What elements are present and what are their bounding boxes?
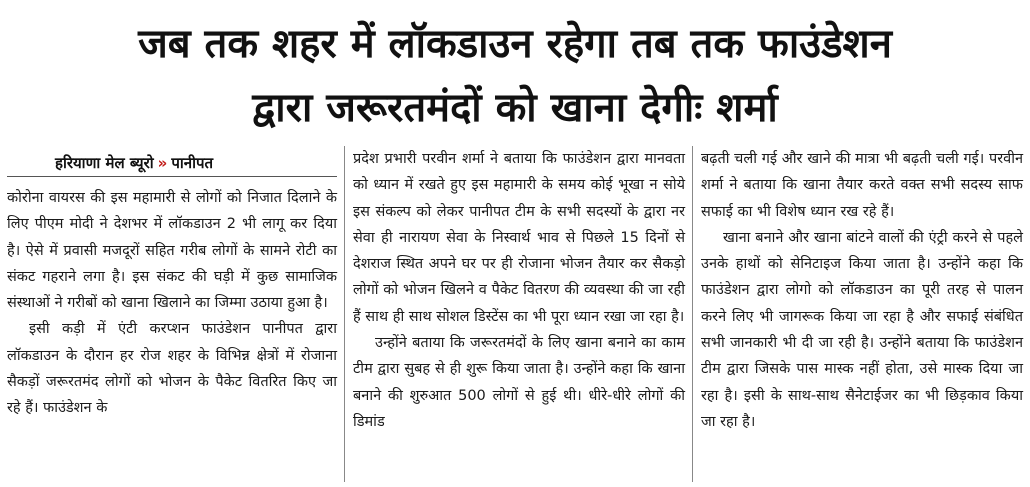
headline-line-2: द्वारा जरूरतमंदों को खाना देगीः शर्मा: [252, 85, 778, 131]
paragraph: कोरोना वायरस की इस महामारी से लोगों को निजात दिलाने के लिए पीएम मोदी ने देशभर में लॉकडाउन 2 भी लागू कर दिया है। ऐसे में प्रवासी मजदूरों सहित गरीब लोगों के सामने रोटी का संकट गहराने लगा है। इस संकट की घड़ी में कुछ सामाजिक संस्थाओं ने गरीबों को खाना खिलाने का जिम्मा उठाया हुआ है।: [7, 190, 337, 312]
column-divider-1: [344, 146, 345, 482]
byline-agency: हरियाणा मेल ब्यूरो: [55, 154, 154, 172]
byline-place: पानीपत: [171, 154, 214, 172]
article-column-1: [7, 150, 337, 422]
paragraph: इसी कड़ी में एंटी करप्शन फाउंडेशन पानीपत द्वारा लॉकडाउन के दौरान हर रोज शहर के विभिन्न क्षेत्रों में रोजाना सैकड़ों जरूरतमंद लोगों को भोजन के पैकेट वितरित किए जा रहे हैं। फाउंडेशन के: [7, 321, 337, 417]
paragraph: प्रदेश प्रभारी परवीन शर्मा ने बताया कि फाउंडेशन द्वारा मानवता को ध्यान में रखते हुए इस महामारी के समय कोई भूखा न सोये इस संकल्प को लेकर पानीपत टीम के सभी सदस्यों के द्वारा नर सेवा ही नारायण सेवा के निस्वार्थ भाव से पिछले 15 दिनों से देशराज स्थित अपने घर पर ही रोजाना भोजन तैयार कर सैकड़ो लोगों को भोजन खिलने व पैकेट वितरण की व्यवस्था की जा रही हैं साथ ही साथ सोशल डिस्टेंस का भी पूरा ध्यान रखा जा रहा है।: [353, 151, 685, 325]
byline-separator-icon: »: [157, 154, 168, 172]
byline: [7, 150, 337, 177]
paragraph: बढ़ती चली गई और खाने की मात्रा भी बढ़ती चली गई। परवीन शर्मा ने बताया कि खाना तैयार करते वक्त सभी सदस्य साफ सफाई का भी विशेष ध्यान रख रहे हैं।: [701, 151, 1023, 220]
column-divider-2: [692, 146, 693, 482]
paragraph: उन्होंने बताया कि जरूरतमंदों के लिए खाना बनाने का काम टीम द्वारा सुबह से ही शुरू किया जाता है। उन्होंने कहा कि खाना बनाने की शुरुआत 500 लोगों से हुई थी। धीरे-धीरे लोगों की डिमांड: [353, 335, 685, 430]
article-column-2: [353, 146, 685, 435]
headline-line-1: जब तक शहर में लॉकडाउन रहेगा तब तक फाउंडेशन: [138, 21, 892, 67]
paragraph: खाना बनाने और खाना बांटने वालों की एंट्री करने से पहले उनके हाथों को सेनिटाइज किया जाता है। उन्होंने कहा कि फाउंडेशन द्वारा लोगो को लॉकडाउन का पूरी तरह से पालन करने लिए भी जागरूक किया जा रहा है और सफाई संबंधित सभी जानकारी भी दी जा रही है। उन्होंने बताया कि फाउंडेशन टीम द्वारा जिसके पास मास्क नहीं होता, उसे मास्क दिया जा रहा है। इसी के साथ-साथ सैनेटाईजर का भी छिड़काव किया जा रहा है।: [701, 229, 1023, 430]
article-column-3: [701, 146, 1023, 435]
